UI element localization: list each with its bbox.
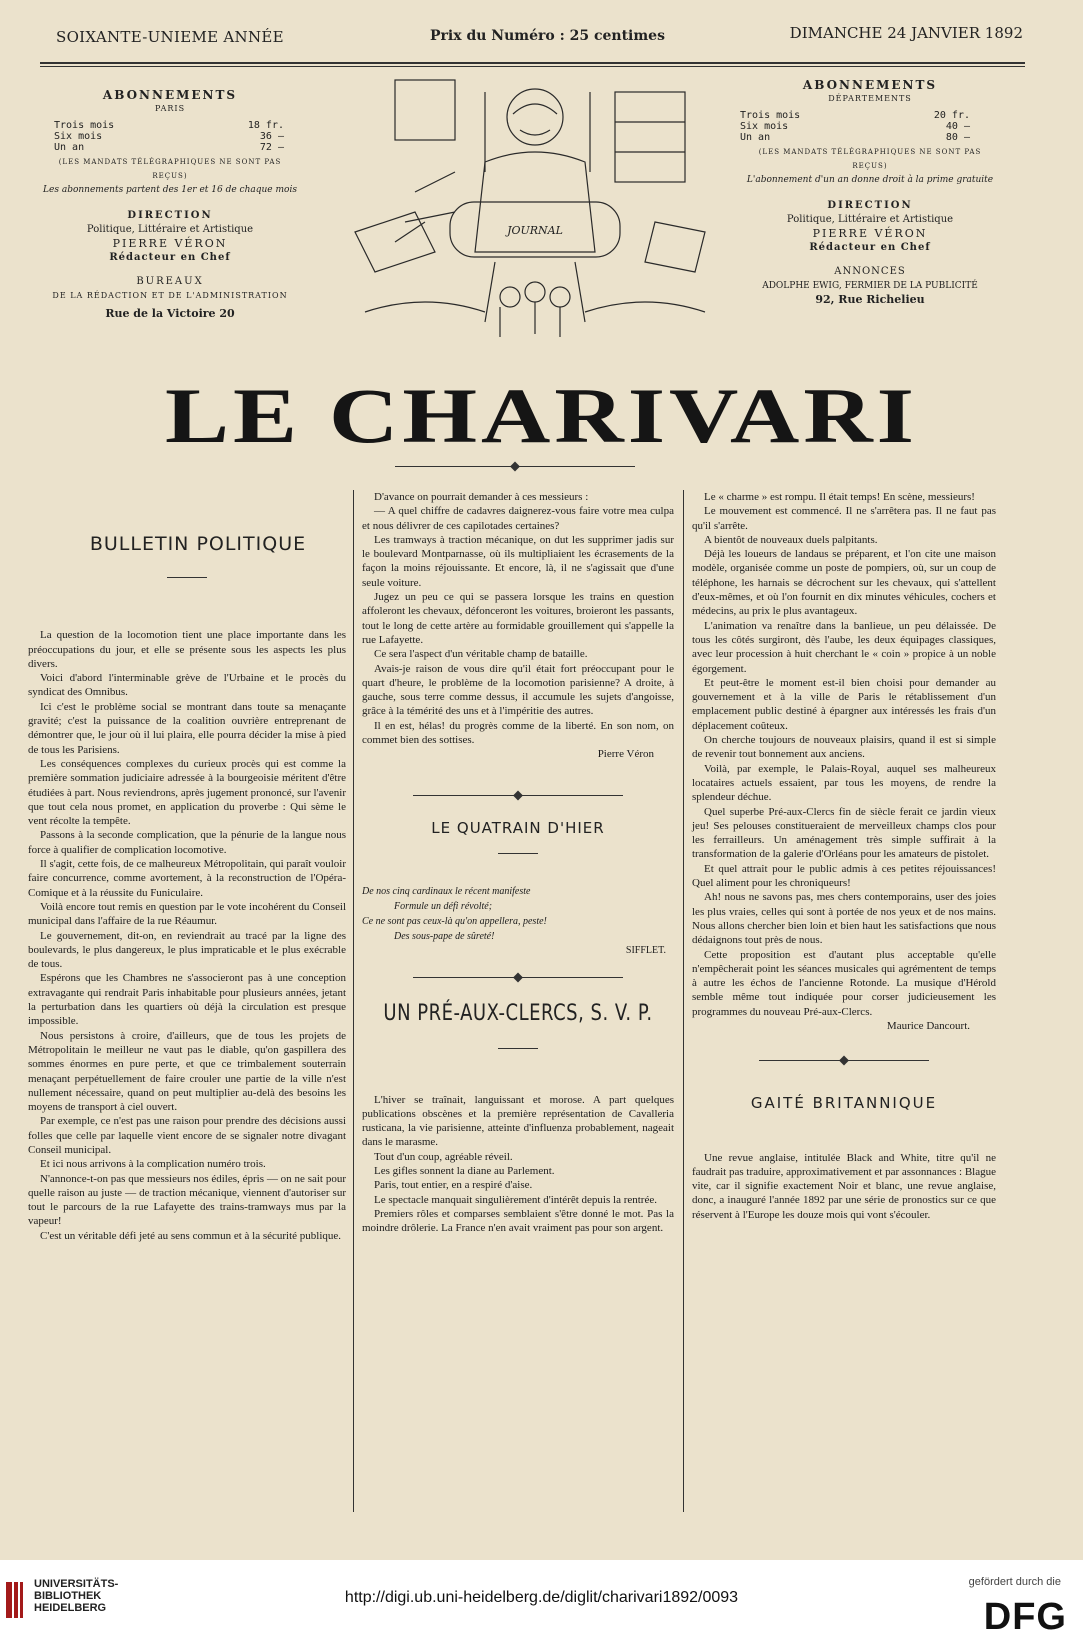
quatrain-poem (362, 884, 674, 944)
paragraph: Le « charme » est rompu. Il était temps! En scène, messieurs! (704, 491, 975, 503)
column-rule-1 (353, 490, 354, 1512)
paragraph: D'avance on pourrait demander à ces messieurs : (374, 491, 589, 503)
left-abonnements-title: ABONNEMENTS (102, 88, 238, 102)
paragraph: Voilà encore tout remis en question par le vote incohérent du Conseil municipal dans l'affaire de la rue Réaumur. (28, 900, 346, 928)
left-bureaux: BUREAUX (136, 276, 204, 287)
heading-rule (498, 1048, 538, 1049)
rate-row: Trois mois 20 fr. (740, 110, 970, 121)
left-bureaux-sub: DE LA RÉDACTION ET DE L'ADMINISTRATION (52, 291, 288, 300)
paragraph: Ici c'est le problème social se montrant dans toute sa menaçante gravité; c'est la puissance de la coalition ouvrière entreprenant de démontrer que, le jour où il lui plaira, elle pourra décider la mise à pied de tous les Parisiens. (28, 700, 346, 756)
column-rule-2 (683, 490, 684, 1512)
left-rate-table (54, 120, 284, 153)
year-label: SOIXANTE-UNIEME ANNÉE (56, 28, 284, 46)
poem-line: Ce ne sont pas ceux-là qu'on appellera, peste! (362, 915, 547, 927)
right-direction-sub: Politique, Littéraire et Artistique (786, 214, 954, 225)
caricature-head (507, 89, 563, 145)
paragraph: La question de la locomotion tient une place importante dans les préoccupations du jour, et elle se présente sous les aspects les plus divers. (28, 629, 346, 670)
left-subscription-block (40, 88, 300, 321)
price-label: Prix du Numéro : 25 centimes (430, 28, 665, 44)
paragraph: Les tramways à traction mécanique, on dut les supprimer jadis sur le boulevard Montparnasse, où ils multipliaient les écrasements de la façon la moins réjouissante. Et encore, là, il ne s'agissait que d'une seule voiture. (362, 533, 674, 589)
paragraph: L'animation va renaître dans la banlieue, un peu délaissée. De tous les côtés surgiront, dès l'aube, les deux équipages classiques, avec leur procession à huit cherchant le « coin » propice à un noble égorgement. (692, 619, 996, 675)
paragraph: Avais-je raison de vous dire qu'il était fort préoccupant pour le quart d'heure, le problème de la locomotion parisienne? A droite, à gauche, sous terre comme dessus, il accumule les sujets d'angoisse, grâce à la témérité des uns et à l'impéritie des autres. (362, 662, 674, 718)
top-rule (40, 62, 1025, 64)
paragraph: Les gifles sonnent la diane au Parlement. (374, 1165, 555, 1178)
paragraph: Paris, tout entier, en a respiré d'aise. (374, 1179, 533, 1192)
rate-row: Six mois 40 — (740, 121, 970, 132)
section-ornament (759, 1055, 929, 1066)
paragraph: A bientôt de nouveaux duels palpitants. (704, 533, 878, 546)
column-3 (692, 490, 996, 1222)
paragraph: Ah! nous ne savons pas, mes chers contemporains, user des joies les plus vraies, celles qui sont à portée de nos yeux et de nos mains. Nous allons chercher bien loin et bien haut les satisfactions que nous dédaignons tout près de nous. (692, 891, 996, 947)
left-editor-role: Rédacteur en Chef (109, 252, 231, 263)
column-2 (362, 490, 674, 1236)
left-note: (LES MANDATS TÉLÉGRAPHIQUES NE SONT PAS REÇUS) (58, 158, 282, 180)
paragraph: Voici d'abord l'interminable grève de l'Urbaine et le procès du syndicat des Omnibus. (28, 672, 346, 699)
right-note: (LES MANDATS TÉLÉGRAPHIQUES NE SONT PAS REÇUS) (758, 148, 982, 170)
heading-rule (167, 577, 207, 578)
right-subscription-block (740, 78, 1000, 307)
quatrain-heading: LE QUATRAIN D'HIER (431, 818, 605, 837)
paragraph: Et ici nous arrivons à la complication numéro trois. (40, 1158, 266, 1171)
poem-line: Formule un défi révolté; (394, 900, 493, 912)
paragraph: Premiers rôles et comparses semblaient s'être donné le mot. Pas la moindre drôlerie. La France n'en avait vraiment pas pour son argent. (362, 1207, 674, 1235)
left-note2: Les abonnements partent des 1er et 16 de chaque mois (43, 185, 297, 195)
paragraph: Cette proposition est d'autant plus acceptable qu'elle n'empêcherait point les séances musicales qui agrémentent de temps à autre les échos de l'ancienne Rotonde. La musique d'Hérold semble même tout indiquée pour corser judicieusement les programmes du nouveau Pré-aux-Clercs. (692, 948, 996, 1018)
paragraph: Jugez un peu ce qui se passera lorsque les trains en question affoleront les chevaux, défonceront les voitures, broieront les passants, tout le long de cette artère au formidable grouillement qui s'appelle la rue Lafayette. (362, 591, 674, 646)
paragraph: Tout d'un coup, agréable réveil. (374, 1150, 513, 1163)
journal-label: JOURNAL (507, 224, 563, 237)
top-rule-thin (40, 66, 1025, 67)
masthead: LE CHARIVARI (164, 371, 919, 460)
dfg-logo: DFG (983, 1596, 1067, 1638)
funding-label: gefördert durch die (968, 1576, 1061, 1588)
paragraph: Il en est, hélas! du progrès comme de la liberté. En son nom, on commet bien des sottises. (362, 719, 674, 747)
paragraph: Quel superbe Pré-aux-Clercs fin de siècle ferait ce jardin vieux jeu! Ses pelouses constitueraient de merveilleux champs clos pour les ferrailleurs. Un aménagement très simple suffirait à la transformation de la galerie d'Orléans pour les amateurs de pistolet. (692, 805, 996, 861)
paragraph: Voilà, par exemple, le Palais-Royal, auquel ses malheureux locataires actuels essaient, par tous les moyens, de rendre la splendeur déchue. (692, 762, 996, 804)
gaite-heading: GAITÉ BRITANNIQUE (750, 1094, 938, 1113)
masthead-ornament (395, 461, 635, 472)
right-editor-role: Rédacteur en Chef (809, 242, 931, 253)
bulletin-heading: BULLETIN POLITIQUE (89, 533, 307, 555)
paragraph: Ce sera l'aspect d'un véritable champ de bataille. (374, 648, 588, 661)
paragraph: Il s'agit, cette fois, de ce malheureux Métropolitain, qui paraît vouloir faire concurrence, comme avortement, à la reconstruction de l'Opéra-Comique et à la réussite du Funiculaire. (28, 858, 346, 899)
paragraph: Et quel attrait pour le public admis à ces petites réjouissances! Quel aliment pour les chroniqueurs! (692, 862, 996, 890)
date-label: DIMANCHE 24 JANVIER 1892 (789, 24, 1023, 42)
paragraph: Et peut-être le moment est-il bien choisi pour demander au gouvernement et à la ville de Paris le rétablissement d'un emplacement public destiné à épargner aux intéressés les frais d'un déplacement coûteux. (692, 676, 996, 732)
right-editor: PIERRE VÉRON (812, 227, 928, 240)
right-annonces: ANNONCES (834, 266, 906, 277)
top-bar (30, 20, 1023, 50)
column-1 (28, 533, 346, 1243)
signature-dancourt: Maurice Dancourt. (886, 1019, 970, 1032)
paragraph: Une revue anglaise, intitulée Black and White, titre qu'il ne faudrait pas traduire, approximativement et par assonnances : Blague vite, car il signifie exactement Noir et blanc, une revue anglaise, donc, a inauguré l'année 1892 par une série de pronostics sur ce que réservent à l'Europe les douze mois qui vont s'écouler. (692, 1151, 996, 1221)
paragraph: Espérons que les Chambres ne s'associeront pas à une conception extravagante qui rendrait Paris inhabitable pour plusieurs années, jetant la perturbation dans les quartiers où déjà la circulation est presque impossible. (28, 972, 346, 1028)
left-abonnements-subtitle: PARIS (154, 104, 186, 113)
right-annonces-agent: ADOLPHE EWIG, FERMIER DE LA PUBLICITÉ (762, 281, 978, 291)
signature-sifflet: SIFFLET. (625, 944, 666, 956)
rate-row: Un an 72 — (54, 142, 284, 153)
left-direction: DIRECTION (127, 210, 213, 221)
paragraph: Déjà les loueurs de landaus se préparent, et l'on cite une maison modèle, organisée comme un poste de pompiers, où, sur un coup de téléphone, les harnais se décrochent sur les chevaux, qui s'attellent d'eux-mêmes, et où l'on fournit en dix minutes véhicules, cochers et médecins, au prix le plus avantageux. (692, 548, 996, 618)
paragraph: C'est un véritable défi jeté au sens commun et à la sécurité publique. (40, 1229, 342, 1242)
section-ornament (413, 972, 623, 983)
rate-row: Six mois 36 — (54, 131, 284, 142)
poem-line: Des sous-pape de sûreté! (394, 930, 495, 942)
paragraph: Passons à la seconde complication, que la pénurie de la langue nous force à qualifier de complication locomotive. (28, 829, 346, 856)
paragraph: Nous persistons à croire, d'ailleurs, que de tous les projets de Métropolitain le meilleur ne vaut pas le diable, qu'on gaspillera des sommes énormes en pure perte, et que ce trimbalement souterrain menaçant perpétuellement de faire crouler une partie de la ville n'est nullement nécessaire, quand on peut multiplier au-delà des besoins les moyens de transport à ciel ouvert. (28, 1029, 346, 1114)
left-editor: PIERRE VÉRON (112, 237, 228, 250)
paragraph: — A quel chiffre de cadavres daignerez-vous faire votre mea culpa et nous délivrer de ces capilotades certaines? (362, 505, 674, 532)
right-direction: DIRECTION (827, 200, 913, 211)
paragraph: N'annonce-t-on pas que messieurs nos édiles, épris — on ne sait pour quelle raison au juste — de traction mécanique, viennent d'autoriser sur tout le parcours de la rue Lafayette des trains-tramways mus par la vapeur! (28, 1172, 346, 1228)
paragraph: Le gouvernement, dit-on, en reviendrait au tracé par la ligne des boulevards, le plus dangereux, le plus impraticable et le plus exécrable de tous. (28, 929, 346, 971)
paragraph: Les conséquences complexes du curieux procès qui est comme la première sommation judiciaire adressée à la bourgeoisie méritent d'être étudiées à part. Nous reviendrons, après jugement prononcé, sur l'avenir que tout cela nous promet, en application du proverbe : Qui sème le vent récolte la tempête. (28, 757, 346, 828)
bookshelf (615, 92, 685, 182)
frame-left (395, 80, 455, 140)
paragraph: Le mouvement est commencé. Il ne s'arrêtera pas. Il ne faut pas qu'il s'arrête. (692, 505, 996, 532)
pre-aux-clercs-heading: UN PRÉ-AUX-CLERCS, S. V. P. (383, 1000, 653, 1027)
signature-veron: Pierre Véron (597, 748, 654, 761)
paragraph: Le spectacle manquait singulièrement d'intérêt depuis la rentrée. (374, 1193, 657, 1206)
heading-rule (498, 853, 538, 854)
paragraph: Par exemple, ce n'est pas une raison pour prendre des décisions aussi folles que celle par laquelle vient encore de se signaler notre divagant Conseil municipal. (28, 1115, 346, 1156)
right-note2: L'abonnement d'un an donne droit à la prime gratuite (746, 175, 994, 185)
rate-row: Trois mois 18 fr. (54, 120, 284, 131)
paragraph: On cherche toujours de nouveaux plaisirs, quand il est si simple de revenir tout bonnement aux anciens. (692, 734, 996, 761)
university-name: UNIVERSITÄTS- BIBLIOTHEK HEIDELBERG (34, 1578, 119, 1614)
right-abonnements-subtitle: DÉPARTEMENTS (828, 94, 912, 103)
rate-row: Un an 80 — (740, 132, 970, 143)
right-abonnements-title: ABONNEMENTS (802, 78, 938, 92)
paragraph: L'hiver se traînait, languissant et morose. A part quelques publications obscènes et la première représentation de Cavalleria rusticana, la vie parisienne, atteinte d'influenza probablement, nageait dans le marasme. (362, 1093, 674, 1149)
section-ornament (413, 790, 623, 801)
right-rate-table (740, 110, 970, 143)
right-address: 92, Rue Richelieu (815, 293, 925, 306)
left-address: Rue de la Victoire 20 (105, 307, 235, 320)
poem-line: De nos cinq cardinaux le récent manifeste (362, 885, 531, 897)
header-illustration (335, 72, 735, 342)
left-direction-sub: Politique, Littéraire et Artistique (86, 224, 254, 235)
source-url[interactable]: http://digi.ub.uni-heidelberg.de/diglit/charivari1892/0093 (344, 1589, 739, 1606)
